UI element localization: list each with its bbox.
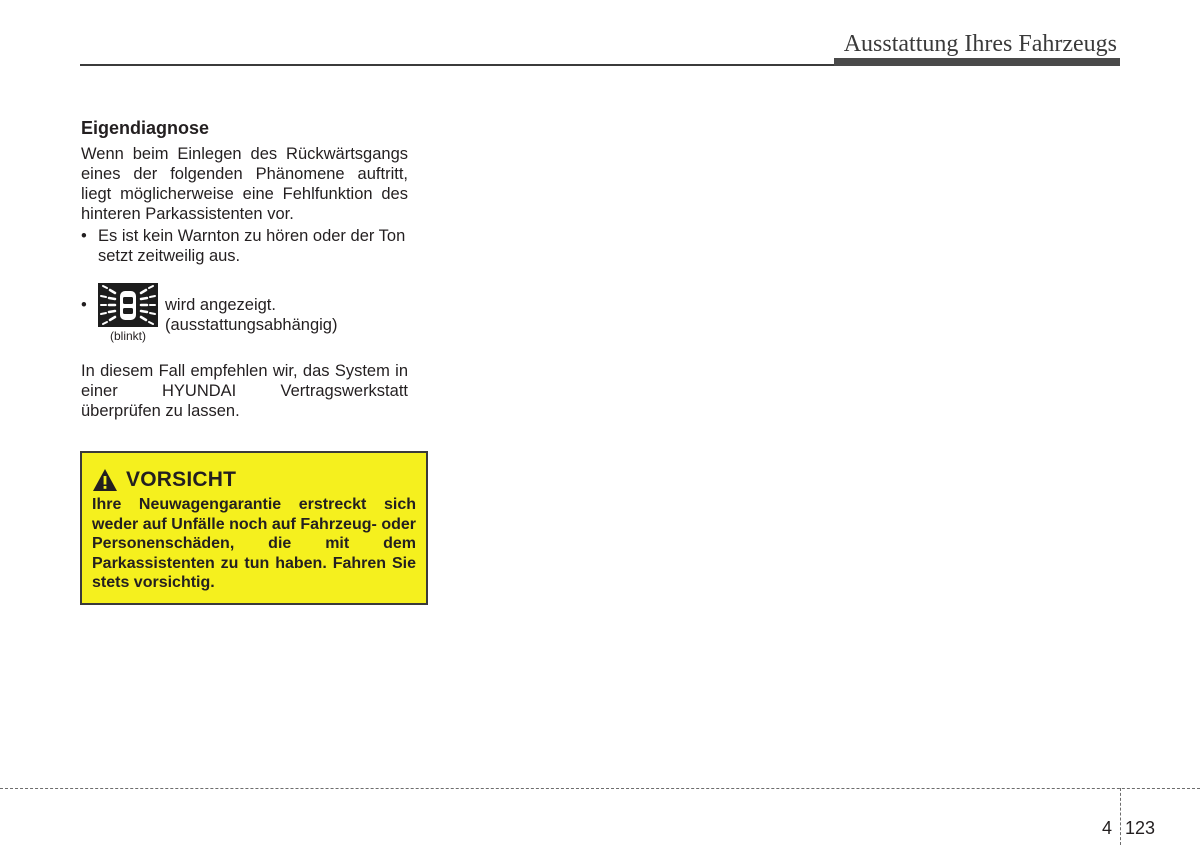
- header-rule-accent: [834, 58, 1120, 66]
- section-heading: Eigendiagnose: [81, 118, 210, 138]
- footer-divider: [1120, 788, 1121, 845]
- main-column: [81, 117, 408, 421]
- warning-box: [80, 451, 428, 605]
- page-number: 123: [1125, 818, 1156, 838]
- warning-title: VORSICHT: [126, 468, 237, 491]
- warning-triangle-icon: [92, 468, 118, 492]
- indicator-box: [98, 283, 158, 351]
- indicator-bullet: [81, 283, 408, 351]
- chapter-number: 4: [1102, 818, 1113, 838]
- header-title: Ausstattung Ihres Fahrzeugs: [843, 31, 1117, 57]
- bullet-text: Es ist kein Warnton zu hören oder der Ton setzt zeitweilig aus.: [98, 227, 406, 265]
- parking-sensor-indicator-icon: [98, 283, 158, 327]
- bullet-item: [81, 226, 408, 266]
- bullet-dot: •: [81, 296, 87, 314]
- recommendation-paragraph: In diesem Fall empfehlen wir, das System in einer HYUNDAI Vertragswerkstatt überprüfen zu lassen.: [81, 362, 408, 420]
- warning-header: [92, 467, 416, 493]
- indicator-text-line1: wird angezeigt.: [165, 296, 276, 314]
- indicator-text: [158, 283, 337, 351]
- intro-paragraph: Wenn beim Einlegen des Rückwärtsgangs eines der folgenden Phänomene auftritt, liegt möglicherweise eine Fehlfunktion des hinteren Parkassistenten vor.: [81, 145, 408, 223]
- indicator-text-line2: (ausstattungsabhängig): [165, 316, 338, 334]
- footer-rule: [0, 788, 1200, 789]
- warning-body: Ihre Neuwagengarantie erstreckt sich weder auf Unfälle noch auf Fahrzeug- oder Personenschäden, die mit dem Parkassistenten zu tun haben. Fahren Sie stets vorsichtig.: [92, 496, 416, 591]
- indicator-caption: (blinkt): [109, 329, 146, 343]
- bullet-dot: •: [81, 227, 87, 245]
